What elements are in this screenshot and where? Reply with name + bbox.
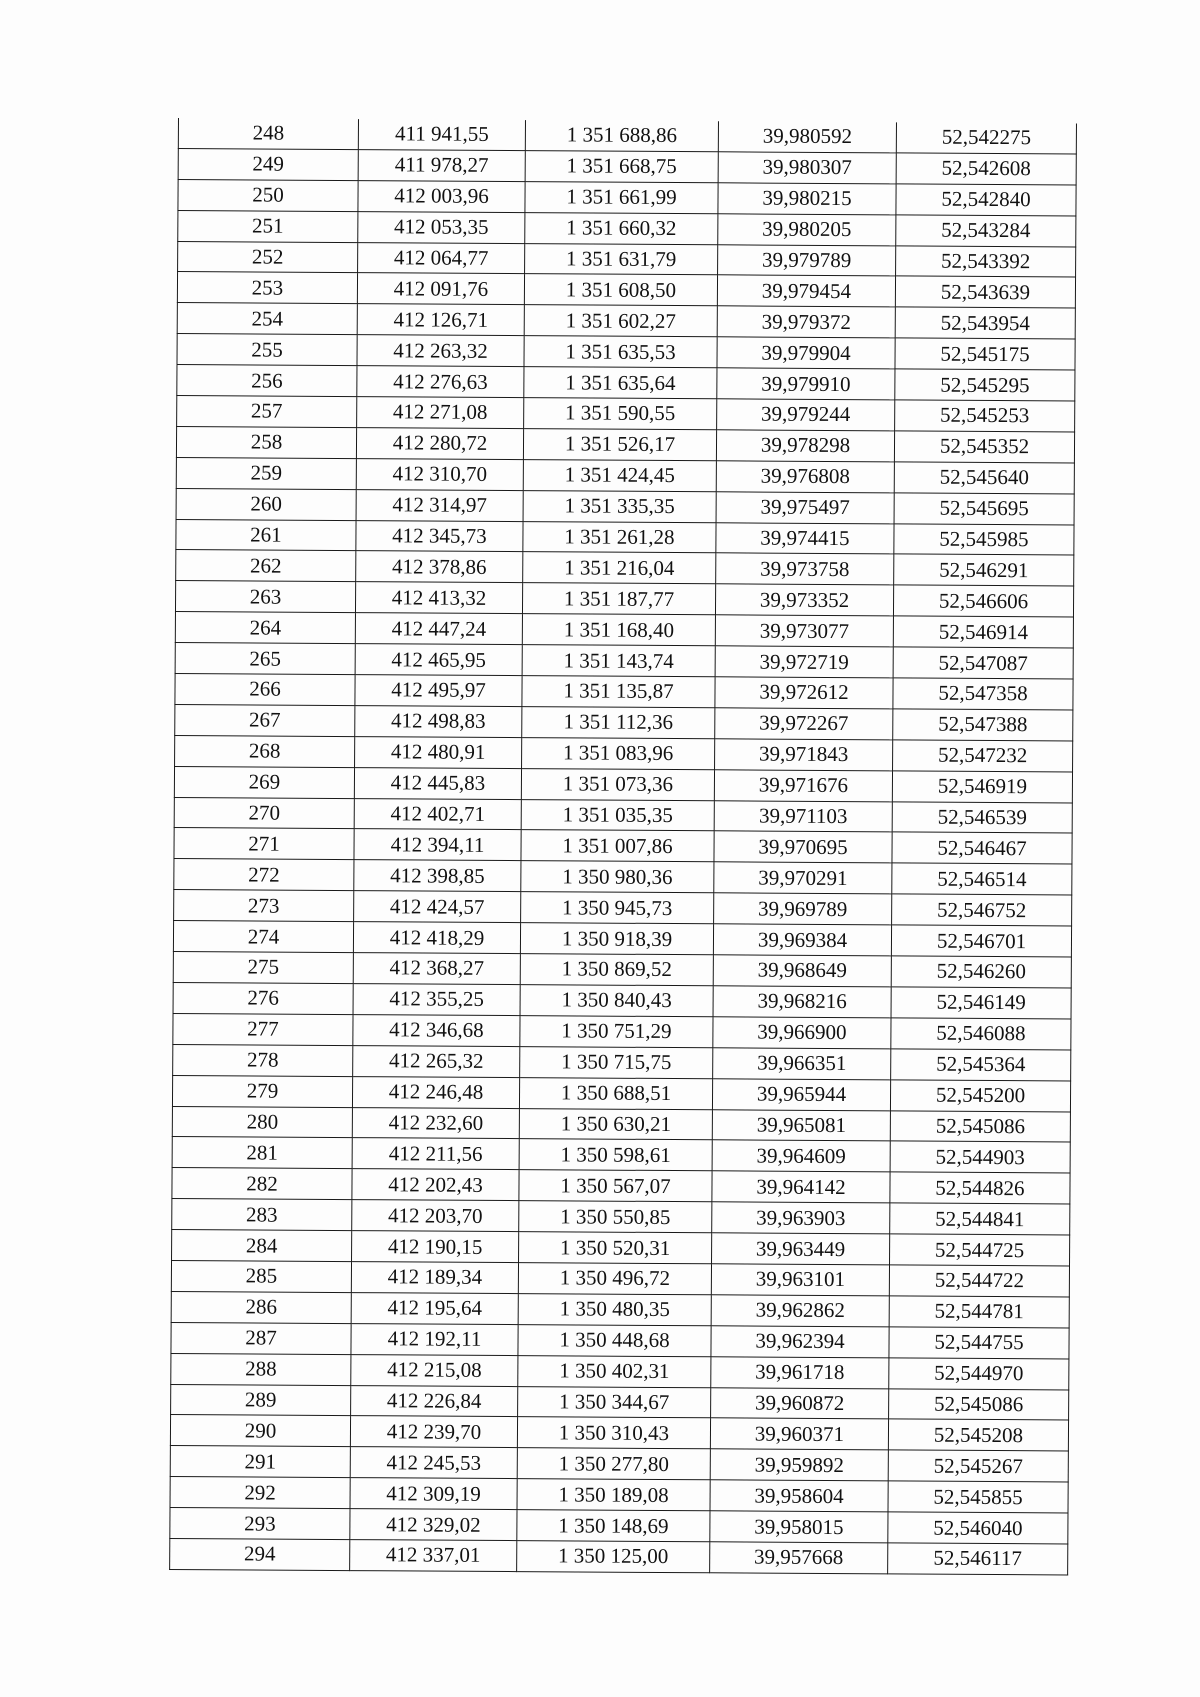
longitude-cell: 52,544725 [890, 1234, 1070, 1266]
point-number-cell: 248 [178, 118, 358, 149]
x-coordinate-cell: 411 978,27 [358, 149, 525, 181]
point-number-cell: 279 [172, 1075, 352, 1107]
y-coordinate-cell: 1 350 567,07 [519, 1170, 712, 1202]
y-coordinate-cell: 1 350 598,61 [519, 1139, 712, 1171]
latitude-cell: 39,965944 [712, 1078, 890, 1110]
point-number-cell: 294 [170, 1538, 350, 1570]
x-coordinate-cell: 412 445,83 [354, 767, 521, 799]
point-number-cell: 293 [170, 1508, 350, 1540]
longitude-cell: 52,547388 [893, 709, 1073, 741]
latitude-cell: 39,971676 [714, 769, 892, 801]
y-coordinate-cell: 1 351 631,79 [525, 243, 718, 275]
y-coordinate-cell: 1 350 869,52 [520, 954, 713, 986]
point-number-cell: 252 [178, 241, 358, 273]
longitude-cell: 52,546606 [893, 585, 1073, 617]
point-number-cell: 257 [177, 396, 357, 428]
longitude-cell: 52,546539 [892, 801, 1072, 833]
y-coordinate-cell: 1 350 344,67 [518, 1386, 711, 1418]
latitude-cell: 39,979244 [717, 399, 895, 431]
latitude-cell: 39,980592 [718, 121, 896, 152]
latitude-cell: 39,976808 [716, 461, 894, 493]
x-coordinate-cell: 412 495,97 [355, 675, 522, 707]
y-coordinate-cell: 1 351 261,28 [523, 521, 716, 553]
point-number-cell: 269 [174, 766, 354, 798]
y-coordinate-cell: 1 350 448,68 [518, 1324, 711, 1356]
y-coordinate-cell: 1 351 007,86 [521, 830, 714, 862]
latitude-cell: 39,971843 [715, 739, 893, 771]
x-coordinate-cell: 412 091,76 [357, 273, 524, 305]
x-coordinate-cell: 412 424,57 [354, 891, 521, 923]
longitude-cell: 52,542275 [896, 122, 1076, 153]
x-coordinate-cell: 412 192,11 [351, 1323, 518, 1355]
x-coordinate-cell: 412 003,96 [358, 180, 525, 212]
latitude-cell: 39,966900 [713, 1017, 891, 1049]
x-coordinate-cell: 412 378,86 [356, 551, 523, 583]
x-coordinate-cell: 412 265,32 [353, 1045, 520, 1077]
x-coordinate-cell: 412 314,97 [356, 489, 523, 521]
y-coordinate-cell: 1 350 688,51 [519, 1077, 712, 1109]
longitude-cell: 52,546291 [894, 554, 1074, 586]
latitude-cell: 39,971103 [714, 800, 892, 832]
longitude-cell: 52,546149 [891, 987, 1071, 1019]
y-coordinate-cell: 1 350 496,72 [518, 1263, 711, 1295]
latitude-cell: 39,980307 [718, 152, 896, 184]
longitude-cell: 52,545208 [888, 1419, 1068, 1451]
longitude-cell: 52,545175 [895, 338, 1075, 370]
y-coordinate-cell: 1 351 688,86 [525, 120, 718, 152]
y-coordinate-cell: 1 351 590,55 [524, 398, 717, 430]
y-coordinate-cell: 1 350 520,31 [519, 1232, 712, 1264]
x-coordinate-cell: 412 310,70 [356, 458, 523, 490]
latitude-cell: 39,968216 [713, 986, 891, 1018]
x-coordinate-cell: 412 413,32 [355, 582, 522, 614]
y-coordinate-cell: 1 350 277,80 [517, 1448, 710, 1480]
x-coordinate-cell: 412 402,71 [354, 798, 521, 830]
longitude-cell: 52,544903 [890, 1141, 1070, 1173]
y-coordinate-cell: 1 351 216,04 [523, 552, 716, 584]
y-coordinate-cell: 1 350 630,21 [519, 1108, 712, 1140]
y-coordinate-cell: 1 351 168,40 [522, 614, 715, 646]
longitude-cell: 52,544826 [890, 1172, 1070, 1204]
y-coordinate-cell: 1 351 602,27 [524, 305, 717, 337]
longitude-cell: 52,545086 [889, 1388, 1069, 1420]
point-number-cell: 268 [175, 735, 355, 767]
point-number-cell: 283 [172, 1199, 352, 1231]
y-coordinate-cell: 1 351 608,50 [524, 274, 717, 306]
y-coordinate-cell: 1 351 635,53 [524, 336, 717, 368]
x-coordinate-cell: 412 337,01 [350, 1540, 517, 1572]
x-coordinate-cell: 412 190,15 [352, 1231, 519, 1263]
x-coordinate-cell: 412 271,08 [357, 397, 524, 429]
longitude-cell: 52,546514 [892, 863, 1072, 895]
x-coordinate-cell: 412 246,48 [352, 1076, 519, 1108]
y-coordinate-cell: 1 351 112,36 [522, 707, 715, 739]
x-coordinate-cell: 412 064,77 [358, 242, 525, 274]
latitude-cell: 39,962862 [711, 1295, 889, 1327]
y-coordinate-cell: 1 351 073,36 [521, 768, 714, 800]
longitude-cell: 52,547087 [893, 647, 1073, 679]
longitude-cell: 52,545695 [894, 493, 1074, 525]
table-row [170, 1538, 1068, 1574]
longitude-cell: 52,545855 [888, 1481, 1068, 1513]
point-number-cell: 266 [175, 674, 355, 706]
y-coordinate-cell: 1 351 187,77 [522, 583, 715, 615]
y-coordinate-cell: 1 350 751,29 [520, 1015, 713, 1047]
latitude-cell: 39,958604 [710, 1480, 888, 1512]
point-number-cell: 281 [172, 1137, 352, 1169]
point-number-cell: 278 [173, 1044, 353, 1076]
latitude-cell: 39,973758 [716, 553, 894, 585]
x-coordinate-cell: 412 189,34 [351, 1262, 518, 1294]
point-number-cell: 255 [177, 334, 357, 366]
x-coordinate-cell: 412 355,25 [353, 984, 520, 1016]
latitude-cell: 39,966351 [713, 1048, 891, 1080]
x-coordinate-cell: 412 245,53 [350, 1447, 517, 1479]
latitude-cell: 39,979904 [717, 337, 895, 369]
x-coordinate-cell: 412 280,72 [356, 428, 523, 460]
point-number-cell: 254 [177, 303, 357, 335]
longitude-cell: 52,546752 [892, 894, 1072, 926]
x-coordinate-cell: 412 053,35 [358, 211, 525, 243]
latitude-cell: 39,959892 [710, 1449, 888, 1481]
latitude-cell: 39,963449 [712, 1233, 890, 1265]
point-number-cell: 260 [176, 488, 356, 520]
latitude-cell: 39,964142 [712, 1171, 890, 1203]
longitude-cell: 52,542608 [896, 153, 1076, 185]
y-coordinate-cell: 1 350 480,35 [518, 1293, 711, 1325]
x-coordinate-cell: 412 276,63 [357, 366, 524, 398]
latitude-cell: 39,960872 [711, 1387, 889, 1419]
longitude-cell: 52,546914 [893, 616, 1073, 648]
latitude-cell: 39,972267 [715, 708, 893, 740]
point-number-cell: 253 [177, 272, 357, 304]
longitude-cell: 52,544781 [889, 1296, 1069, 1328]
latitude-cell: 39,957668 [710, 1542, 888, 1574]
longitude-cell: 52,544970 [889, 1357, 1069, 1389]
longitude-cell: 52,547358 [893, 678, 1073, 710]
y-coordinate-cell: 1 351 661,99 [525, 181, 718, 213]
longitude-cell: 52,545985 [894, 523, 1074, 555]
point-number-cell: 272 [174, 859, 354, 891]
longitude-cell: 52,546701 [891, 925, 1071, 957]
longitude-cell: 52,546040 [888, 1512, 1068, 1544]
point-number-cell: 265 [175, 643, 355, 675]
x-coordinate-cell: 412 465,95 [355, 644, 522, 676]
point-number-cell: 276 [173, 982, 353, 1014]
y-coordinate-cell: 1 351 143,74 [522, 645, 715, 677]
x-coordinate-cell: 412 398,85 [354, 860, 521, 892]
point-number-cell: 289 [171, 1384, 351, 1416]
point-number-cell: 292 [170, 1477, 350, 1509]
y-coordinate-cell: 1 350 189,08 [517, 1479, 710, 1511]
y-coordinate-cell: 1 350 945,73 [521, 892, 714, 924]
point-number-cell: 280 [172, 1106, 352, 1138]
latitude-cell: 39,969789 [714, 893, 892, 925]
x-coordinate-cell: 412 329,02 [350, 1509, 517, 1541]
point-number-cell: 262 [176, 550, 356, 582]
coordinates-table [169, 118, 1077, 1575]
point-number-cell: 261 [176, 519, 356, 551]
x-coordinate-cell: 412 498,83 [355, 706, 522, 738]
latitude-cell: 39,979789 [718, 244, 896, 276]
x-coordinate-cell: 412 480,91 [355, 736, 522, 768]
coordinates-table-body [170, 118, 1077, 1575]
x-coordinate-cell: 412 232,60 [352, 1107, 519, 1139]
y-coordinate-cell: 1 350 125,00 [517, 1541, 710, 1573]
longitude-cell: 52,543954 [895, 307, 1075, 339]
point-number-cell: 250 [178, 179, 358, 211]
point-number-cell: 251 [178, 210, 358, 242]
latitude-cell: 39,962394 [711, 1326, 889, 1358]
x-coordinate-cell: 412 447,24 [355, 613, 522, 645]
longitude-cell: 52,545352 [894, 431, 1074, 463]
x-coordinate-cell: 411 941,55 [358, 119, 525, 150]
latitude-cell: 39,974415 [716, 522, 894, 554]
point-number-cell: 263 [175, 581, 355, 613]
point-number-cell: 273 [174, 890, 354, 922]
latitude-cell: 39,973077 [715, 615, 893, 647]
y-coordinate-cell: 1 350 402,31 [518, 1355, 711, 1387]
longitude-cell: 52,546088 [891, 1018, 1071, 1050]
point-number-cell: 267 [175, 704, 355, 736]
latitude-cell: 39,979910 [717, 368, 895, 400]
longitude-cell: 52,543392 [896, 245, 1076, 277]
latitude-cell: 39,973352 [715, 584, 893, 616]
longitude-cell: 52,542840 [896, 184, 1076, 216]
longitude-cell: 52,545364 [891, 1049, 1071, 1081]
longitude-cell: 52,547232 [893, 740, 1073, 772]
point-number-cell: 264 [175, 612, 355, 644]
y-coordinate-cell: 1 350 148,69 [517, 1510, 710, 1542]
x-coordinate-cell: 412 345,73 [356, 520, 523, 552]
longitude-cell: 52,546919 [892, 771, 1072, 803]
y-coordinate-cell: 1 351 135,87 [522, 676, 715, 708]
x-coordinate-cell: 412 239,70 [350, 1416, 517, 1448]
x-coordinate-cell: 412 126,71 [357, 304, 524, 336]
longitude-cell: 52,544722 [889, 1265, 1069, 1297]
point-number-cell: 275 [173, 952, 353, 984]
x-coordinate-cell: 412 203,70 [352, 1200, 519, 1232]
latitude-cell: 39,970695 [714, 831, 892, 863]
latitude-cell: 39,979372 [717, 306, 895, 338]
y-coordinate-cell: 1 351 635,64 [524, 367, 717, 399]
longitude-cell: 52,546117 [888, 1543, 1068, 1575]
latitude-cell: 39,968649 [713, 955, 891, 987]
y-coordinate-cell: 1 350 550,85 [519, 1201, 712, 1233]
point-number-cell: 291 [170, 1446, 350, 1478]
latitude-cell: 39,970291 [714, 862, 892, 894]
latitude-cell: 39,969384 [713, 924, 891, 956]
latitude-cell: 39,963903 [712, 1202, 890, 1234]
y-coordinate-cell: 1 350 980,36 [521, 861, 714, 893]
longitude-cell: 52,543639 [895, 276, 1075, 308]
latitude-cell: 39,980215 [718, 183, 896, 215]
x-coordinate-cell: 412 215,08 [351, 1354, 518, 1386]
point-number-cell: 256 [177, 365, 357, 397]
latitude-cell: 39,964609 [712, 1140, 890, 1172]
longitude-cell: 52,545200 [890, 1079, 1070, 1111]
point-number-cell: 288 [171, 1353, 351, 1385]
latitude-cell: 39,958015 [710, 1511, 888, 1543]
x-coordinate-cell: 412 418,29 [353, 922, 520, 954]
longitude-cell: 52,544841 [890, 1203, 1070, 1235]
x-coordinate-cell: 412 394,11 [354, 829, 521, 861]
y-coordinate-cell: 1 350 715,75 [520, 1046, 713, 1078]
point-number-cell: 258 [176, 426, 356, 458]
latitude-cell: 39,961718 [711, 1356, 889, 1388]
latitude-cell: 39,965081 [712, 1109, 890, 1141]
y-coordinate-cell: 1 350 918,39 [520, 923, 713, 955]
y-coordinate-cell: 1 351 660,32 [525, 212, 718, 244]
latitude-cell: 39,975497 [716, 491, 894, 523]
point-number-cell: 271 [174, 828, 354, 860]
point-number-cell: 259 [176, 457, 356, 489]
y-coordinate-cell: 1 351 526,17 [523, 429, 716, 461]
x-coordinate-cell: 412 263,32 [357, 335, 524, 367]
longitude-cell: 52,545295 [895, 369, 1075, 401]
y-coordinate-cell: 1 351 035,35 [521, 799, 714, 831]
longitude-cell: 52,543284 [896, 215, 1076, 247]
longitude-cell: 52,546467 [892, 832, 1072, 864]
point-number-cell: 270 [174, 797, 354, 829]
latitude-cell: 39,978298 [716, 430, 894, 462]
point-number-cell: 282 [172, 1168, 352, 1200]
x-coordinate-cell: 412 211,56 [352, 1138, 519, 1170]
y-coordinate-cell: 1 351 668,75 [525, 151, 718, 183]
x-coordinate-cell: 412 202,43 [352, 1169, 519, 1201]
x-coordinate-cell: 412 346,68 [353, 1014, 520, 1046]
point-number-cell: 290 [170, 1415, 350, 1447]
latitude-cell: 39,979454 [717, 275, 895, 307]
point-number-cell: 284 [172, 1230, 352, 1262]
longitude-cell: 52,545267 [888, 1450, 1068, 1482]
y-coordinate-cell: 1 350 840,43 [520, 985, 713, 1017]
y-coordinate-cell: 1 351 083,96 [522, 737, 715, 769]
point-number-cell: 249 [178, 148, 358, 180]
y-coordinate-cell: 1 351 335,35 [523, 490, 716, 522]
latitude-cell: 39,972612 [715, 677, 893, 709]
point-number-cell: 277 [173, 1013, 353, 1045]
x-coordinate-cell: 412 309,19 [350, 1478, 517, 1510]
longitude-cell: 52,545640 [894, 462, 1074, 494]
point-number-cell: 287 [171, 1322, 351, 1354]
latitude-cell: 39,972719 [715, 646, 893, 678]
longitude-cell: 52,545086 [890, 1110, 1070, 1142]
latitude-cell: 39,980205 [718, 213, 896, 245]
x-coordinate-cell: 412 195,64 [351, 1292, 518, 1324]
y-coordinate-cell: 1 350 310,43 [517, 1417, 710, 1449]
latitude-cell: 39,960371 [710, 1418, 888, 1450]
longitude-cell: 52,545253 [895, 400, 1075, 432]
x-coordinate-cell: 412 226,84 [351, 1385, 518, 1417]
longitude-cell: 52,546260 [891, 956, 1071, 988]
longitude-cell: 52,544755 [889, 1327, 1069, 1359]
point-number-cell: 285 [171, 1260, 351, 1292]
x-coordinate-cell: 412 368,27 [353, 953, 520, 985]
point-number-cell: 274 [173, 921, 353, 953]
y-coordinate-cell: 1 351 424,45 [523, 459, 716, 491]
latitude-cell: 39,963101 [711, 1264, 889, 1296]
point-number-cell: 286 [171, 1291, 351, 1323]
